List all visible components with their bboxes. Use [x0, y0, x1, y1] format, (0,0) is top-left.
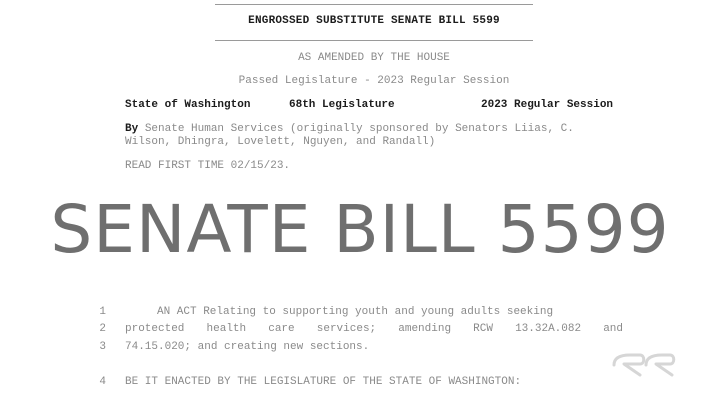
- amended-note: AS AMENDED BY THE HOUSE: [298, 52, 450, 64]
- bill-title: ENGROSSED SUBSTITUTE SENATE BILL 5599: [248, 15, 500, 27]
- line-text: BE IT ENACTED BY THE LEGISLATURE OF THE STATE OF WASHINGTON:: [125, 376, 522, 388]
- read-first-time: READ FIRST TIME 02/15/23.: [125, 160, 291, 172]
- session-name: 2023 Regular Session: [481, 99, 614, 111]
- line-number: 1: [99, 306, 106, 318]
- line-text: protected health care services; amending RCW 13.32A.082 and: [125, 323, 623, 335]
- legislature-number: 68th Legislature: [289, 99, 395, 111]
- top-rule: [215, 4, 533, 5]
- sponsor-text: Senate Human Services (originally sponsored by Senators Liias, C. Wilson, Dhingra, Lovelett, Nguyen, and Randall): [125, 123, 574, 148]
- overlay-caption: SENATE BILL 5599: [50, 191, 670, 268]
- state-name: State of Washington: [125, 99, 251, 111]
- passed-note: Passed Legislature - 2023 Regular Session: [238, 75, 510, 87]
- sponsor-by-label: By: [125, 123, 139, 135]
- line-text: 74.15.020; and creating new sections.: [125, 341, 370, 353]
- line-text: AN ACT Relating to supporting youth and young adults seeking: [157, 306, 554, 318]
- sponsor-statement: [125, 123, 615, 149]
- line-number: 2: [99, 323, 106, 335]
- line-number: 3: [99, 341, 106, 353]
- title-underline: [215, 40, 533, 41]
- rr-logo-icon: [610, 352, 678, 378]
- line-number: 4: [99, 376, 106, 388]
